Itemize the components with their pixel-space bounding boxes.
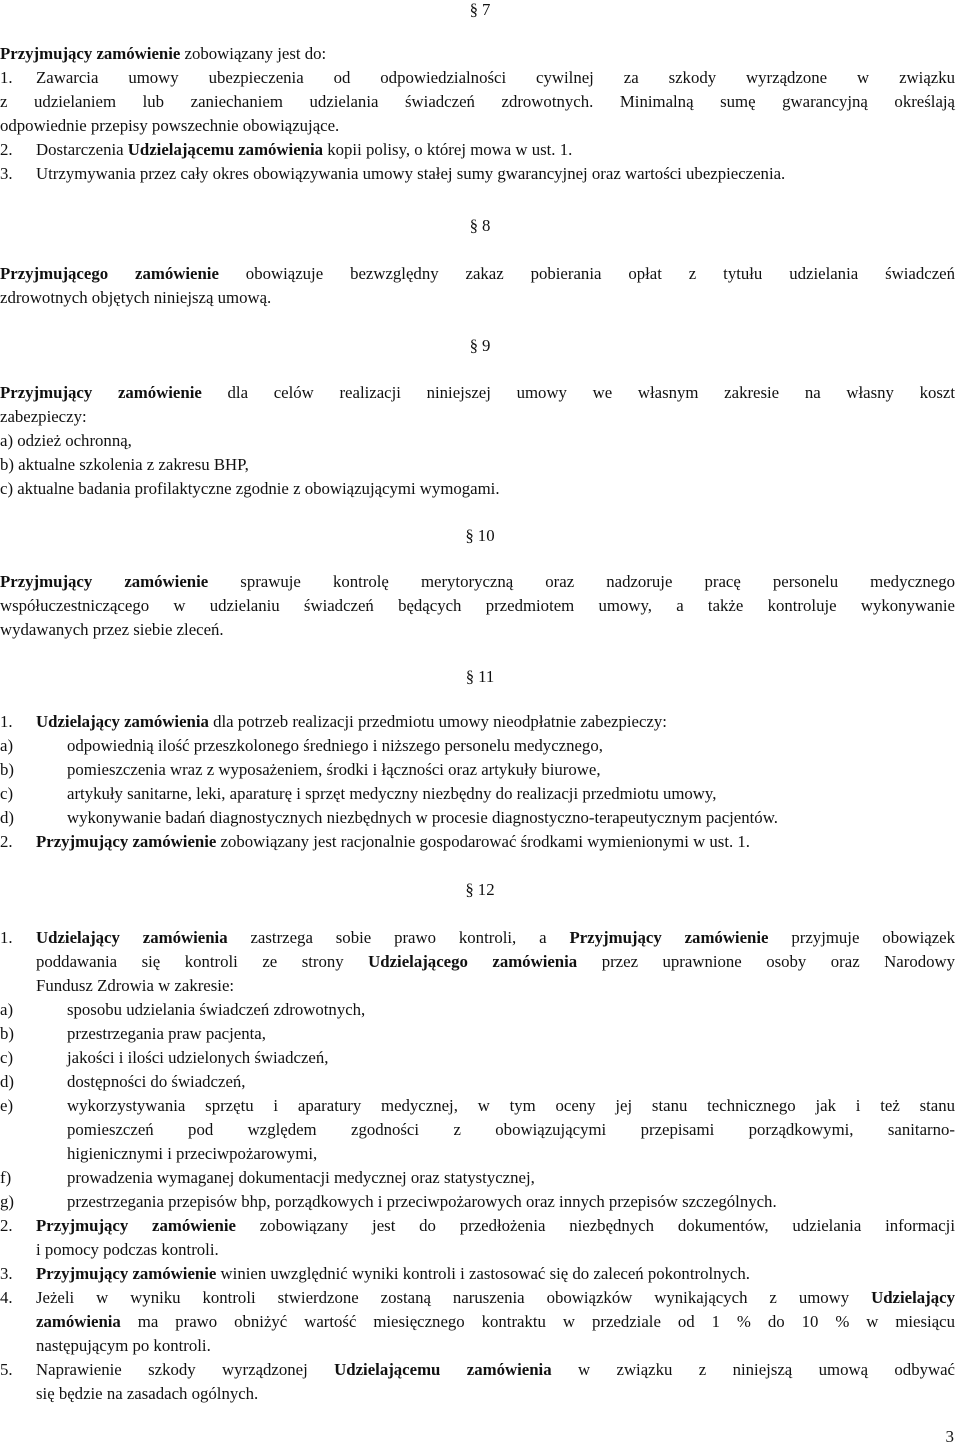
section-7-body [0, 42, 955, 186]
list-item: c) artykuły sanitarne, leki, aparaturę i sprzęt medyczny niezbędny do realizacji przedmiotu umowy, [0, 784, 717, 803]
section-7-item-1-line-2: z udzielaniem lub zaniechaniem udzielania świadczeń zdrowotnych. Minimalną sumę gwarancyjną określają [0, 92, 955, 111]
page-number: 3 [945, 1427, 954, 1446]
section-11-item-1: 1. Udzielający zamówienia dla potrzeb realizacji przedmiotu umowy nieodpłatnie zabezpieczy: [0, 712, 667, 731]
section-7-item-1: 1. Zawarcia umowy ubezpieczenia od odpowiedzialności cywilnej za szkody wyrządzone w związku [0, 68, 955, 87]
list-item: b) pomieszczenia wraz z wyposażeniem, środki i łączności oraz artykuły biurowe, [0, 760, 601, 779]
list-item: a) sposobu udzielania świadczeń zdrowotnych, [0, 1000, 366, 1019]
list-item: e) wykorzystywania sprzętu i aparatury medycznej, w tym oceny jej stanu technicznego jak i też stanu pomieszczeń pod względem zgodności z obowiązującymi przepisami porządkowymi, sanitarno- higienicznymi i przeciwpożarowymi, [0, 1096, 955, 1163]
section-12-item-2: 2. Przyjmujący zamówienie zobowiązany jest do przedłożenia niezbędnych dokumentów, udzielania informacji i pomocy podczas kontroli. [0, 1216, 955, 1259]
section-12-item-5: 5. Naprawienie szkody wyrządzonej Udzielającemu zamówienia w związku z niniejszą umową odbywać się będzie na zasadach ogólnych. [0, 1360, 955, 1403]
section-heading-10: § 10 [465, 526, 495, 545]
section-12-body [0, 926, 955, 1406]
section-11-item-2: 2. Przyjmujący zamówienie zobowiązany jest racjonalnie gospodarować środkami wymienionymi w ust. 1. [0, 832, 750, 851]
section-heading-7: § 7 [469, 0, 491, 19]
list-item: b) aktualne szkolenia z zakresu BHP, [0, 455, 249, 474]
section-7-item-3: 3. Utrzymywania przez cały okres obowiązywania umowy stałej sumy gwarancyjnej oraz wartości ubezpieczenia. [0, 164, 786, 183]
section-heading-8: § 8 [469, 216, 491, 235]
section-12-item-4: 4. Jeżeli w wyniku kontroli stwierdzone zostaną naruszenia obowiązków wynikających z umowy Udzielający zamówienia ma prawo obniżyć wartość miesięcznego kontraktu w przedziale od 1 % do 10 % w miesiącu następującym po kontroli. [0, 1288, 955, 1355]
list-item: d) wykonywanie badań diagnostycznych niezbędnych w procesie diagnostyczno-terapeutycznym pacjentów. [0, 808, 778, 827]
section-12-item-3: 3. Przyjmujący zamówienie winien uwzględnić wyniki kontroli i zastosować się do zaleceń pokontrolnych. [0, 1264, 750, 1283]
section-11-body [0, 710, 955, 854]
section-12-item-1: 1. Udzielający zamówienia zastrzega sobie prawo kontroli, a Przyjmujący zamówienie przyjmuje obowiązek poddawania się kontroli ze strony Udzielającego zamówienia przez uprawnione osoby oraz Narodowy Fundusz Zdrowia w zakresie: [0, 928, 955, 995]
section-heading-11: § 11 [465, 667, 495, 686]
list-item: d) dostępności do świadczeń, [0, 1072, 246, 1091]
section-7-intro: Przyjmujący zamówienie zobowiązany jest do: [0, 44, 327, 63]
list-item: c) jakości i ilości udzielonych świadczeń, [0, 1048, 329, 1067]
section-7-item-1-line-3: odpowiednie przepisy powszechnie obowiązujące. [0, 116, 340, 135]
list-item: a) odpowiednią ilość przeszkolonego średniego i niższego personelu medycznego, [0, 736, 603, 755]
section-9-body: Przyjmujący zamówienie dla celów realizacji niniejszej umowy we własnym zakresie na własny koszt zabezpieczy: a) odzież ochronną, b) aktualne szkolenia z zakresu BHP, c) aktualne badania profilaktyczne zgodnie z obowiązującymi wymogami. [0, 381, 955, 501]
section-8-body: Przyjmującego zamówienie obowiązuje bezwzględny zakaz pobierania opłat z tytułu udzielania świadczeń zdrowotnych objętych niniejszą umową. [0, 264, 955, 307]
list-item: g) przestrzegania przepisów bhp, porządkowych i przeciwpożarowych oraz innych przepisów szczególnych. [0, 1192, 777, 1211]
list-item: f) prowadzenia wymaganej dokumentacji medycznej oraz statystycznej, [0, 1168, 535, 1187]
section-heading-9: § 9 [469, 336, 491, 355]
list-item: b) przestrzegania praw pacjenta, [0, 1024, 266, 1043]
list-item: a) odzież ochronną, [0, 431, 132, 450]
list-item: c) aktualne badania profilaktyczne zgodnie z obowiązującymi wymogami. [0, 479, 500, 498]
section-symbol: § [469, 0, 478, 19]
section-10-body: Przyjmujący zamówienie sprawuje kontrolę merytoryczną oraz nadzoruje pracę personelu medycznego współuczestniczącego w udzielaniu świadczeń będących przedmiotem umowy, a także kontroluje wykonywanie wydawanych przez siebie zleceń. [0, 572, 955, 639]
section-7-item-2: 2. Dostarczenia Udzielającemu zamówienia kopii polisy, o której mowa w ust. 1. [0, 140, 573, 159]
section-heading-12: § 12 [465, 880, 495, 899]
